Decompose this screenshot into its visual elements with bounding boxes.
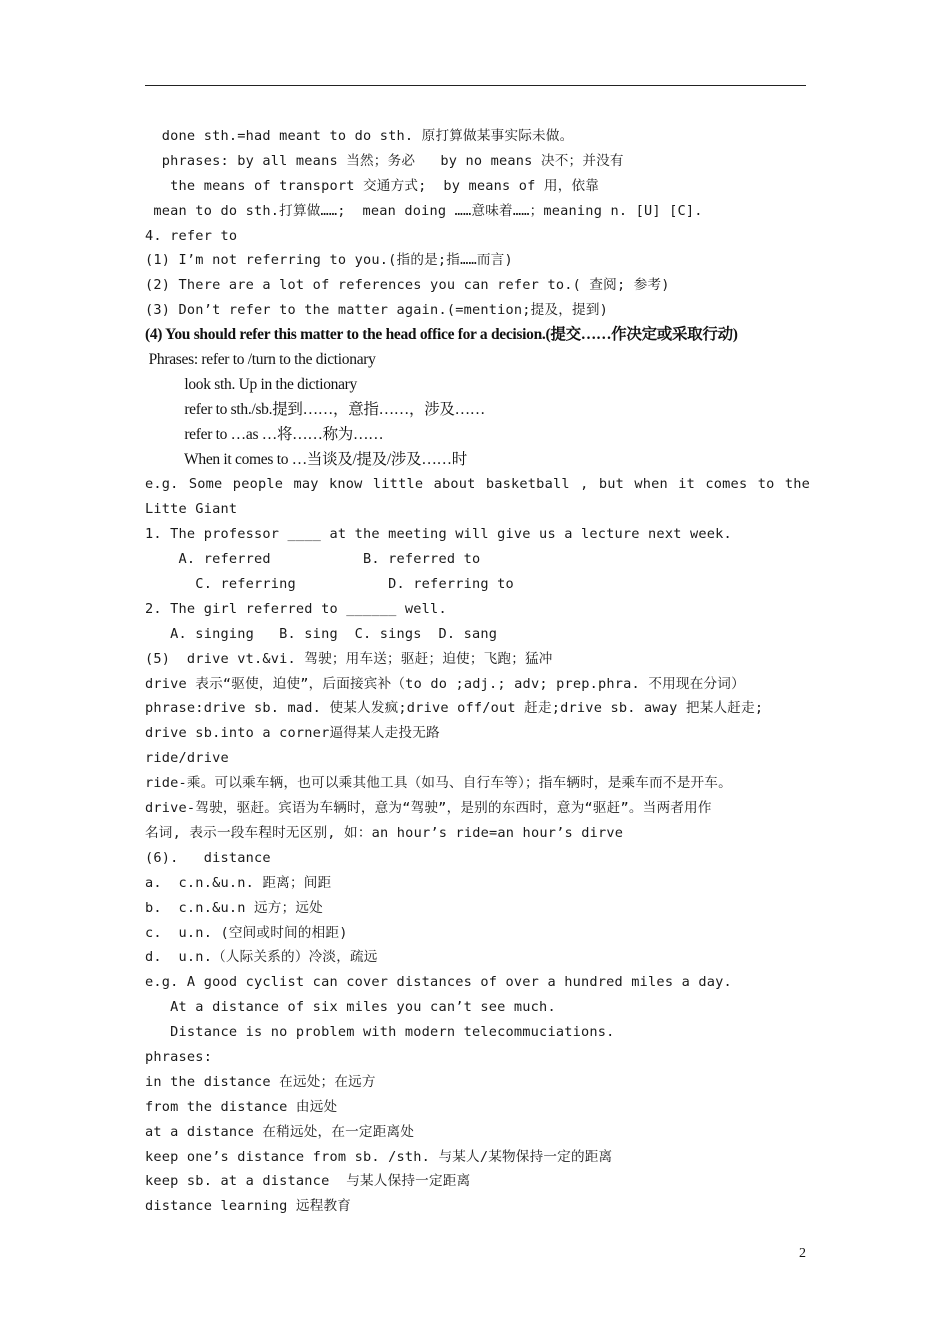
text-line: refer to sth./sb.提到……，意指……，涉及……	[145, 400, 486, 418]
text-line: phrases: by all means 当然；务必 by no means 决不；并没有	[145, 152, 624, 169]
text-line: d. u.n.（人际关系的）冷淡，疏远	[145, 949, 378, 966]
text-line: drive sb.into a corner逼得某人走投无路	[145, 725, 440, 742]
text-line: e.g. A good cyclist can cover distances of over a hundred miles a day.	[145, 974, 732, 991]
text-line: drive 表示“驱使，迫使”，后面接宾补（to do ;adj.; adv; prep.phra. 不用现在分词）	[145, 675, 745, 692]
question-option: A. singing B. sing C. sings D. sang	[145, 625, 498, 642]
document-body	[145, 124, 810, 1219]
text-line: At a distance of six miles you can’t see much.	[145, 999, 556, 1016]
text-line: done sth.=had meant to do sth. 原打算做某事实际未做。	[145, 128, 574, 144]
text-line: refer to …as …将……称为……	[145, 425, 384, 443]
text-line: a. c.n.&u.n. 距离；间距	[145, 874, 332, 891]
text-line: in the distance 在远处；在远方	[145, 1073, 376, 1090]
text-line: look sth. Up in the dictionary	[145, 375, 357, 393]
section-heading: 4. refer to	[145, 227, 238, 244]
text-line: phrase:drive sb. mad. 使某人发疯;drive off/out 赶走;drive sb. away 把某人赶走;	[145, 700, 764, 717]
text-line: the means of transport 交通方式; by means of 用，依靠	[145, 177, 600, 194]
text-line: (1) I’m not referring to you.(指的是;指……而言)	[145, 252, 513, 269]
text-line: from the distance 由远处	[145, 1098, 338, 1115]
text-line: drive-驾驶，驱赶。宾语为车辆时，意为“驾驶”，是别的东西时，意为“驱赶”。当两者用作	[145, 800, 712, 817]
text-line: keep one’s distance from sb. /sth. 与某人/某物保持一定的距离	[145, 1148, 613, 1165]
text-line: When it comes to …当谈及/提及/涉及……时	[145, 450, 467, 468]
section-heading: (6). distance	[145, 849, 271, 866]
question-option: C. referring D. referring to	[145, 576, 514, 593]
text-line: distance learning 远程教育	[145, 1198, 352, 1215]
section-heading: (5) drive vt.&vi. 驾驶；用车送；驱赶；迫使；飞跑；猛冲	[145, 650, 553, 667]
text-line: ride-乘。可以乘车辆，也可以乘其他工具（如马、自行车等）；指车辆时，是乘车而不是开车。	[145, 775, 732, 792]
text-line: mean to do sth.打算做……; mean doing ……意味着……；meaning n. [U] [C].	[145, 202, 703, 219]
question-option: A. referred B. referred to	[145, 551, 481, 568]
text-line: 名词, 表示一段车程时无区别, 如：an hour’s ride=an hour’s dirve	[145, 824, 624, 841]
page-number: 2	[799, 1246, 806, 1261]
question-line: 2. The girl referred to ______ well.	[145, 600, 447, 617]
text-line: e.g. Some people may know little about basketball , but when it comes to the	[145, 476, 810, 493]
question-line: 1. The professor ____ at the meeting will give us a lecture next week.	[145, 526, 732, 543]
text-line: keep sb. at a distance 与某人保持一定距离	[145, 1173, 471, 1190]
text-line: (2) There are a lot of references you can refer to.( 查阅; 参考)	[145, 277, 670, 294]
text-line: b. c.n.&u.n 远方；远处	[145, 899, 323, 916]
text-line: (4) You should refer this matter to the head office for a decision.(提交……作决定或采取行动)	[145, 326, 738, 344]
text-line: at a distance 在稍远处，在一定距离处	[145, 1123, 415, 1140]
text-line: Litte Giant	[145, 501, 238, 518]
text-line: Distance is no problem with modern telecommuciations.	[145, 1024, 615, 1041]
text-line: phrases:	[145, 1048, 213, 1065]
header-rule	[145, 85, 806, 86]
text-line: (3) Don’t refer to the matter again.(=mention;提及，提到)	[145, 302, 609, 319]
text-line: ride/drive	[145, 750, 229, 767]
text-line: Phrases: refer to /turn to the dictionary	[145, 351, 376, 369]
text-line: c. u.n. (空间或时间的相距)	[145, 924, 348, 941]
